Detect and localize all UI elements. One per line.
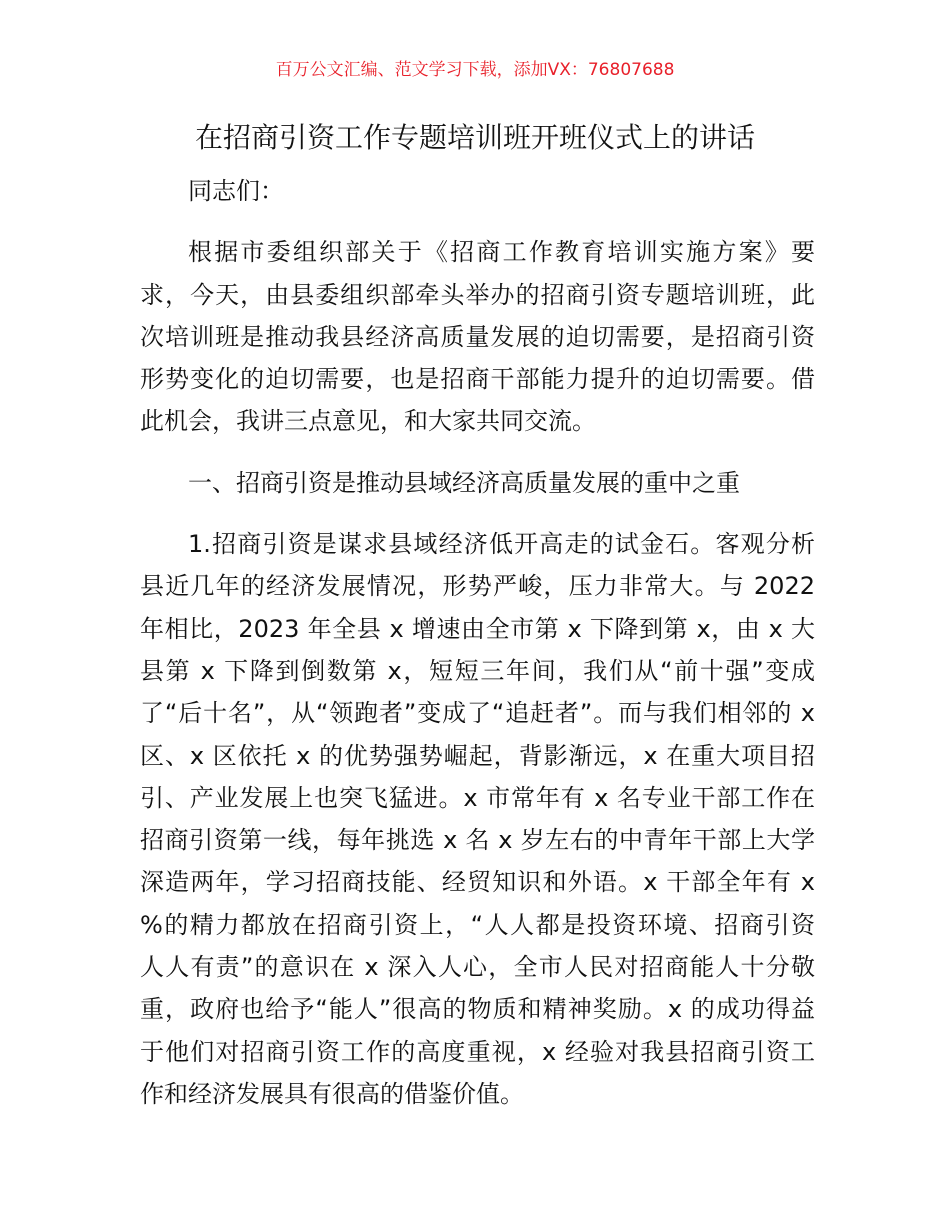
section-heading [140, 462, 815, 504]
paragraph-line: 年相比，2023 年全县 x 增速由全市第 x 下降到第 x，由 x 大 [140, 614, 815, 643]
section-heading-line: 一、招商引资是推动县域经济高质量发展的重中之重 [188, 468, 740, 497]
paragraph-line: 招商引资第一线，每年挑选 x 名 x 岁左右的中青年干部上大学 [140, 826, 815, 855]
salutation [140, 170, 815, 212]
salutation-line: 同志们： [188, 177, 284, 205]
watermark-header: 百万公文汇编、范文学习下载，添加VX：76807688 [275, 60, 675, 80]
paragraph-line: 作和经济发展具有很高的借鉴价值。 [140, 1079, 524, 1108]
paragraph-line: 次培训班是推动我县经济高质量发展的迫切需要，是招商引资 [140, 322, 815, 351]
paragraph-line: 人人有责”的意识在 x 深入人心，全市人民对招商能人十分敬 [140, 953, 815, 982]
paragraph-point-1 [140, 523, 815, 1115]
paragraph-line: 区、x 区依托 x 的优势强势崛起，背影渐远，x 在重大项目招 [140, 741, 815, 770]
paragraph-line: 重，政府也给予“能人”很高的物质和精神奖励。x 的成功得益 [140, 995, 815, 1024]
paragraph-line: %的精力都放在招商引资上，“人人都是投资环境、招商引资 [140, 910, 815, 939]
paragraph-line: 求，今天，由县委组织部牵头举办的招商引资专题培训班，此 [140, 280, 815, 309]
paragraph-line: 县第 x 下降到倒数第 x，短短三年间，我们从“前十强”变成 [140, 656, 815, 685]
document-body [140, 170, 815, 1115]
document-title: 在招商引资工作专题培训班开班仪式上的讲话 [194, 121, 755, 154]
paragraph-line: 形势变化的迫切需要，也是招商干部能力提升的迫切需要。借 [140, 365, 815, 394]
paragraph-line: 于他们对招商引资工作的高度重视，x 经验对我县招商引资工 [140, 1037, 815, 1066]
paragraph-intro [140, 231, 815, 442]
paragraph-line: 此机会，我讲三点意见，和大家共同交流。 [140, 407, 596, 436]
paragraph-line: 深造两年，学习招商技能、经贸知识和外语。x 干部全年有 x [140, 868, 815, 897]
paragraph-line: 根据市委组织部关于《招商工作教育培训实施方案》要 [188, 238, 815, 267]
paragraph-line: 引、产业发展上也突飞猛进。x 市常年有 x 名专业干部工作在 [140, 783, 815, 812]
paragraph-line: 县近几年的经济发展情况，形势严峻，压力非常大。与 2022 [140, 572, 815, 601]
paragraph-line: 了“后十名”，从“领跑者”变成了“追赶者”。而与我们相邻的 x [140, 699, 815, 728]
paragraph-line: 1.招商引资是谋求县域经济低开高走的试金石。客观分析 [188, 530, 815, 559]
